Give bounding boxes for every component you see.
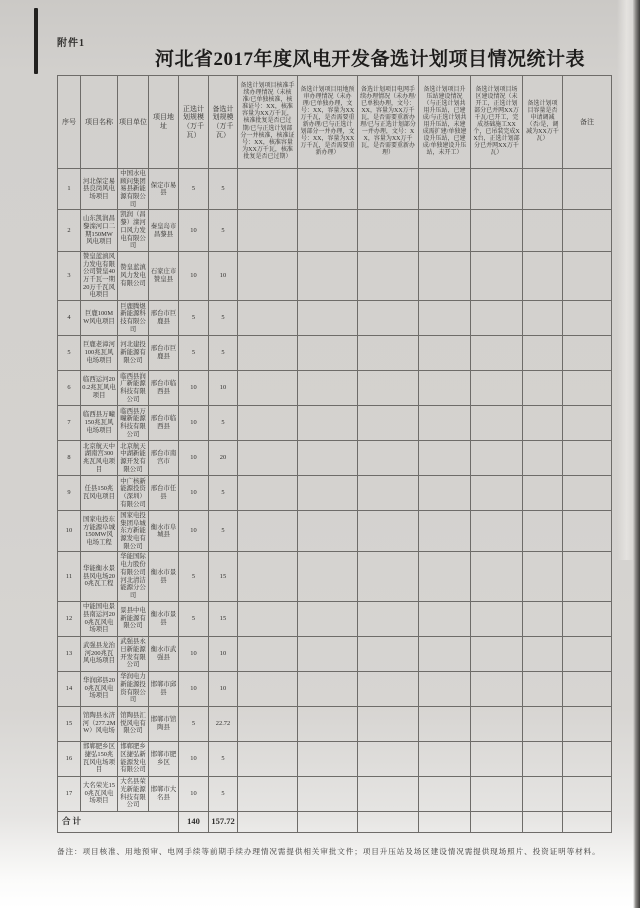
cell-empty xyxy=(358,336,419,371)
cell-empty xyxy=(523,636,563,671)
cell-empty xyxy=(298,441,358,476)
cell-empty xyxy=(471,671,523,706)
cell-empty xyxy=(358,671,419,706)
cell-project-address: 邯郸市馆陶县 xyxy=(149,706,179,741)
cell-empty xyxy=(471,776,523,811)
table-row xyxy=(58,476,612,511)
cell-project-unit: 馆陶县汇悦风电有限公司 xyxy=(118,706,149,741)
scan-paper-edge xyxy=(617,0,633,560)
cell-empty xyxy=(358,441,419,476)
cell-empty xyxy=(358,406,419,441)
cell-empty xyxy=(238,636,298,671)
cell-empty xyxy=(419,706,471,741)
cell-project-unit: 景县中电新能源有限公司 xyxy=(118,601,149,636)
cell-empty xyxy=(238,210,298,251)
cell-planned-scale: 5 xyxy=(179,169,209,210)
header-cell: 备选计划项目电网手续办理情况（未办理/已单独办理，文号：XX，容量为XX万千瓦，是否需要重新办理/已与正选计划部分一并办理，文号：XX，容量为XX万千瓦，是否需要重新办理） xyxy=(358,76,419,169)
cell-empty xyxy=(523,776,563,811)
cell-empty xyxy=(238,811,298,832)
cell-empty xyxy=(298,169,358,210)
cell-project-name: 中能国电景县南运河200兆瓦风电场项目 xyxy=(81,601,118,636)
cell-planned-scale: 10 xyxy=(179,776,209,811)
cell-planned-scale: 5 xyxy=(179,336,209,371)
cell-planned-scale: 10 xyxy=(179,406,209,441)
cell-empty xyxy=(298,336,358,371)
cell-empty xyxy=(563,776,612,811)
table-row xyxy=(58,511,612,552)
cell-project-name: 大名荣光150兆瓦风电场项目 xyxy=(81,776,118,811)
cell-empty xyxy=(238,441,298,476)
cell-empty xyxy=(298,371,358,406)
cell-empty xyxy=(471,210,523,251)
cell-project-address: 衡水市景县 xyxy=(149,552,179,601)
cell-empty xyxy=(358,776,419,811)
cell-planned-scale: 10 xyxy=(179,511,209,552)
cell-empty xyxy=(563,476,612,511)
cell-empty xyxy=(523,511,563,552)
cell-alternative-scale: 15 xyxy=(209,601,238,636)
cell-empty xyxy=(523,706,563,741)
cell-project-unit: 国家电投集团阜城东方新能源发电有限公司 xyxy=(118,511,149,552)
total-row xyxy=(58,811,612,832)
cell-empty xyxy=(358,636,419,671)
cell-empty xyxy=(238,251,298,300)
cell-serial: 10 xyxy=(58,511,81,552)
cell-empty xyxy=(419,552,471,601)
cell-empty xyxy=(471,811,523,832)
total-label: 合计 xyxy=(58,811,179,832)
cell-empty xyxy=(563,210,612,251)
table-row xyxy=(58,406,612,441)
header-cell: 备选计划项目核准手续办理情况（未核准/已单独核准，核准证号：XX，核准容量为XX万千瓦，核准批复是否已过期/已与正选计划部分一并核准，核准证号：XX，核准容量为XX万千瓦，核准批复是否已过期） xyxy=(238,76,298,169)
cell-project-address: 保定市易县 xyxy=(149,169,179,210)
cell-project-name: 赞皇蓝滇风力发电有限公司赞皇40万千瓦一期20万千瓦风电项目 xyxy=(81,251,118,300)
page-title: 河北省2017年度风电开发备选计划项目情况统计表 xyxy=(154,49,585,70)
table-row xyxy=(58,706,612,741)
cell-project-unit: 武强县永日新能源开发有限公司 xyxy=(118,636,149,671)
cell-planned-scale: 10 xyxy=(179,741,209,776)
cell-project-address: 秦皇岛市昌黎县 xyxy=(149,210,179,251)
cell-alternative-scale: 5 xyxy=(209,406,238,441)
cell-planned-scale: 10 xyxy=(179,210,209,251)
footnote: 备注：项目核准、用地预审、电网手续等前期手续办理情况需提供相关审批文件；项目升压站及场区建设情况需提供现场照片、投资证明等材料。 xyxy=(57,847,601,856)
cell-empty xyxy=(471,476,523,511)
cell-empty xyxy=(238,169,298,210)
header-cell: 备选计划项目升压站建设情况（与正选计划共用升压站，已建成/与正选计划共用升压站，未建成需扩建/单独建设升压站，已建成/单独建设升压站，未开工） xyxy=(419,76,471,169)
cell-project-address: 衡水市景县 xyxy=(149,601,179,636)
cell-empty xyxy=(358,706,419,741)
cell-serial: 3 xyxy=(58,251,81,300)
cell-serial: 16 xyxy=(58,741,81,776)
cell-project-unit: 中国水电顾问集团易县新能源有限公司 xyxy=(118,169,149,210)
table-header xyxy=(58,76,612,169)
header-cell: 正选计划规模（万千瓦） xyxy=(179,76,209,169)
cell-project-name: 馆陶县永济河（277.2MW）风电场 xyxy=(81,706,118,741)
cell-empty xyxy=(471,601,523,636)
cell-empty xyxy=(471,741,523,776)
total-planned: 140 xyxy=(179,811,209,832)
cell-empty xyxy=(563,371,612,406)
cell-project-name: 巨鹿100MW风电项目 xyxy=(81,301,118,336)
cell-serial: 4 xyxy=(58,301,81,336)
cell-empty xyxy=(563,741,612,776)
table-row xyxy=(58,776,612,811)
cell-empty xyxy=(238,776,298,811)
cell-empty xyxy=(238,511,298,552)
cell-empty xyxy=(419,776,471,811)
cell-project-name: 临西县万疃150兆瓦风电场项目 xyxy=(81,406,118,441)
cell-alternative-scale: 5 xyxy=(209,210,238,251)
cell-project-address: 邢台市临西县 xyxy=(149,406,179,441)
header-cell: 项目名称 xyxy=(81,76,118,169)
cell-empty xyxy=(471,336,523,371)
cell-serial: 5 xyxy=(58,336,81,371)
header-cell: 备选计划项目场区建设情况（未开工，正选计划部分已并网XX万千瓦/已开工，完成基础施工XX个，已吊装完成XX台，正选计划部分已并网XX万千瓦） xyxy=(471,76,523,169)
cell-project-unit: 凯润（昌黎）滦河口风力发电有限公司 xyxy=(118,210,149,251)
cell-serial: 1 xyxy=(58,169,81,210)
cell-empty xyxy=(358,552,419,601)
cell-empty xyxy=(563,301,612,336)
cell-project-name: 武强县龙治河200兆瓦风电场项目 xyxy=(81,636,118,671)
cell-alternative-scale: 10 xyxy=(209,371,238,406)
cell-serial: 6 xyxy=(58,371,81,406)
cell-empty xyxy=(298,776,358,811)
cell-project-name: 国家电投东方能源阜城150MW风电场工程 xyxy=(81,511,118,552)
cell-planned-scale: 5 xyxy=(179,706,209,741)
cell-empty xyxy=(523,251,563,300)
header-cell: 序号 xyxy=(58,76,81,169)
cell-project-name: 河北保定易县良岗风电场项目 xyxy=(81,169,118,210)
cell-empty xyxy=(238,301,298,336)
cell-empty xyxy=(238,601,298,636)
cell-empty xyxy=(419,251,471,300)
cell-empty xyxy=(419,336,471,371)
cell-empty xyxy=(471,706,523,741)
cell-empty xyxy=(471,169,523,210)
cell-alternative-scale: 5 xyxy=(209,741,238,776)
cell-empty xyxy=(238,476,298,511)
cell-serial: 7 xyxy=(58,406,81,441)
cell-planned-scale: 10 xyxy=(179,476,209,511)
cell-project-address: 邢台市南宫市 xyxy=(149,441,179,476)
table-row xyxy=(58,441,612,476)
cell-alternative-scale: 5 xyxy=(209,336,238,371)
cell-empty xyxy=(563,601,612,636)
cell-project-unit: 河北建投新能源有限公司 xyxy=(118,336,149,371)
cell-project-unit: 华能国际电力股份有限公司河北清洁能源分公司 xyxy=(118,552,149,601)
cell-empty xyxy=(523,371,563,406)
cell-alternative-scale: 10 xyxy=(209,251,238,300)
table-row xyxy=(58,552,612,601)
scan-artifact-mark xyxy=(34,8,38,74)
cell-empty xyxy=(298,476,358,511)
cell-project-address: 邢台市任县 xyxy=(149,476,179,511)
cell-empty xyxy=(419,671,471,706)
cell-serial: 9 xyxy=(58,476,81,511)
header-cell: 备选计划项目用地预审办理情况（未办理/已单独办理，文号：XX，容量为XX万千瓦，是否需要重新办理/已与正选计划部分一并办理，文号：XX，容量为XX万千瓦，是否需要重新办理） xyxy=(298,76,358,169)
cell-empty xyxy=(563,169,612,210)
cell-project-name: 华能衡水景县风电场200兆瓦工程 xyxy=(81,552,118,601)
cell-project-unit: 巨鹿腾煜新能源科技有限公司 xyxy=(118,301,149,336)
cell-empty xyxy=(358,169,419,210)
table-row xyxy=(58,671,612,706)
cell-planned-scale: 5 xyxy=(179,301,209,336)
cell-empty xyxy=(523,811,563,832)
cell-project-unit: 临西县润广新能源科技有限公司 xyxy=(118,371,149,406)
cell-alternative-scale: 22.72 xyxy=(209,706,238,741)
cell-empty xyxy=(238,371,298,406)
cell-empty xyxy=(471,251,523,300)
cell-serial: 13 xyxy=(58,636,81,671)
total-alternative: 157.72 xyxy=(209,811,238,832)
cell-project-unit: 中广核新能源投资（深圳）有限公司 xyxy=(118,476,149,511)
table-row xyxy=(58,301,612,336)
cell-project-name: 北京航天中湖南宫300兆瓦风电项目 xyxy=(81,441,118,476)
cell-empty xyxy=(471,406,523,441)
cell-empty xyxy=(238,741,298,776)
cell-empty xyxy=(471,511,523,552)
cell-empty xyxy=(563,251,612,300)
cell-planned-scale: 10 xyxy=(179,671,209,706)
cell-alternative-scale: 5 xyxy=(209,476,238,511)
cell-project-name: 山东凯润昌黎滦河口二期150MW风电项目 xyxy=(81,210,118,251)
cell-empty xyxy=(419,636,471,671)
cell-planned-scale: 5 xyxy=(179,552,209,601)
cell-project-name: 巨鹿老漳河100兆瓦风电场项目 xyxy=(81,336,118,371)
cell-empty xyxy=(298,741,358,776)
cell-empty xyxy=(563,552,612,601)
header-cell: 项目单位 xyxy=(118,76,149,169)
cell-planned-scale: 10 xyxy=(179,251,209,300)
cell-empty xyxy=(563,811,612,832)
cell-empty xyxy=(238,671,298,706)
cell-serial: 15 xyxy=(58,706,81,741)
cell-empty xyxy=(238,336,298,371)
header-cell: 备注 xyxy=(563,76,612,169)
cell-empty xyxy=(298,601,358,636)
cell-serial: 2 xyxy=(58,210,81,251)
cell-empty xyxy=(419,811,471,832)
cell-empty xyxy=(419,741,471,776)
cell-empty xyxy=(419,441,471,476)
table-row xyxy=(58,741,612,776)
cell-empty xyxy=(419,511,471,552)
cell-empty xyxy=(419,210,471,251)
cell-empty xyxy=(358,251,419,300)
cell-alternative-scale: 15 xyxy=(209,552,238,601)
cell-empty xyxy=(358,811,419,832)
cell-empty xyxy=(419,601,471,636)
header-cell: 备选计划项目容量是否申请调减（否/是，调减为XX万千瓦） xyxy=(523,76,563,169)
cell-alternative-scale: 10 xyxy=(209,636,238,671)
cell-empty xyxy=(471,636,523,671)
cell-serial: 14 xyxy=(58,671,81,706)
cell-empty xyxy=(298,811,358,832)
cell-project-address: 石家庄市赞皇县 xyxy=(149,251,179,300)
cell-project-unit: 临西县万疃新能源科技有限公司 xyxy=(118,406,149,441)
cell-empty xyxy=(238,552,298,601)
cell-empty xyxy=(298,706,358,741)
cell-empty xyxy=(523,601,563,636)
cell-empty xyxy=(419,476,471,511)
cell-alternative-scale: 10 xyxy=(209,671,238,706)
header-cell: 项目地址 xyxy=(149,76,179,169)
cell-empty xyxy=(358,511,419,552)
cell-empty xyxy=(563,706,612,741)
cell-project-unit: 赞皇蓝滇风力发电有限公司 xyxy=(118,251,149,300)
table-row xyxy=(58,169,612,210)
cell-empty xyxy=(523,169,563,210)
cell-project-unit: 大名县荣光新能源科技有限公司 xyxy=(118,776,149,811)
cell-alternative-scale: 5 xyxy=(209,511,238,552)
cell-empty xyxy=(298,671,358,706)
cell-empty xyxy=(358,371,419,406)
cell-empty xyxy=(298,210,358,251)
cell-project-name: 临西运河200.2兆瓦风电项目 xyxy=(81,371,118,406)
cell-project-address: 邯郸市邱县 xyxy=(149,671,179,706)
cell-empty xyxy=(563,636,612,671)
cell-empty xyxy=(523,210,563,251)
attachment-label: 附件1 xyxy=(57,38,85,49)
cell-planned-scale: 5 xyxy=(179,601,209,636)
cell-alternative-scale: 5 xyxy=(209,301,238,336)
cell-empty xyxy=(358,476,419,511)
cell-empty xyxy=(523,552,563,601)
cell-serial: 17 xyxy=(58,776,81,811)
cell-project-address: 邯郸市肥乡区 xyxy=(149,741,179,776)
cell-empty xyxy=(523,476,563,511)
cell-empty xyxy=(298,301,358,336)
cell-empty xyxy=(419,301,471,336)
cell-empty xyxy=(298,552,358,601)
cell-serial: 8 xyxy=(58,441,81,476)
table-row xyxy=(58,601,612,636)
table-row xyxy=(58,210,612,251)
cell-planned-scale: 10 xyxy=(179,636,209,671)
cell-alternative-scale: 20 xyxy=(209,441,238,476)
cell-empty xyxy=(358,741,419,776)
cell-empty xyxy=(419,406,471,441)
cell-project-name: 华润邱县200兆瓦风电场项目 xyxy=(81,671,118,706)
header-cell: 备选计划规模（万千瓦） xyxy=(209,76,238,169)
cell-project-unit: 邯郸肥乡区捷弘新能源发电有限公司 xyxy=(118,741,149,776)
cell-empty xyxy=(523,406,563,441)
cell-planned-scale: 10 xyxy=(179,371,209,406)
cell-alternative-scale: 5 xyxy=(209,169,238,210)
cell-empty xyxy=(358,210,419,251)
scan-edge-shadow xyxy=(633,0,640,908)
cell-project-address: 衡水市阜城县 xyxy=(149,511,179,552)
cell-empty xyxy=(238,706,298,741)
cell-empty xyxy=(471,441,523,476)
cell-empty xyxy=(523,441,563,476)
cell-project-address: 邯郸市大名县 xyxy=(149,776,179,811)
cell-empty xyxy=(298,251,358,300)
cell-empty xyxy=(358,601,419,636)
cell-empty xyxy=(523,336,563,371)
cell-project-address: 邢台市巨鹿县 xyxy=(149,336,179,371)
cell-project-unit: 北京航天中湖新能源开发有限公司 xyxy=(118,441,149,476)
cell-project-unit: 华润电力新能源投资有限公司 xyxy=(118,671,149,706)
cell-empty xyxy=(563,406,612,441)
table-row xyxy=(58,251,612,300)
table-row xyxy=(58,371,612,406)
cell-empty xyxy=(563,671,612,706)
cell-project-address: 衡水市武强县 xyxy=(149,636,179,671)
cell-empty xyxy=(563,441,612,476)
cell-project-address: 邢台市临西县 xyxy=(149,371,179,406)
cell-empty xyxy=(471,371,523,406)
cell-empty xyxy=(471,301,523,336)
cell-empty xyxy=(419,169,471,210)
cell-serial: 11 xyxy=(58,552,81,601)
cell-empty xyxy=(523,301,563,336)
cell-project-name: 邯郸肥乡区捷弘150兆瓦风电场项目 xyxy=(81,741,118,776)
cell-serial: 12 xyxy=(58,601,81,636)
cell-empty xyxy=(238,406,298,441)
cell-empty xyxy=(471,552,523,601)
cell-empty xyxy=(523,671,563,706)
cell-empty xyxy=(419,371,471,406)
cell-empty xyxy=(298,511,358,552)
cell-project-name: 任县150兆瓦风电项目 xyxy=(81,476,118,511)
table-row xyxy=(58,636,612,671)
cell-empty xyxy=(563,511,612,552)
cell-project-address: 邢台市巨鹿县 xyxy=(149,301,179,336)
cell-planned-scale: 10 xyxy=(179,441,209,476)
cell-empty xyxy=(358,301,419,336)
table-row xyxy=(58,336,612,371)
cell-alternative-scale: 5 xyxy=(209,776,238,811)
cell-empty xyxy=(523,741,563,776)
wind-projects-table xyxy=(57,75,612,833)
cell-empty xyxy=(563,336,612,371)
cell-empty xyxy=(298,636,358,671)
cell-empty xyxy=(298,406,358,441)
